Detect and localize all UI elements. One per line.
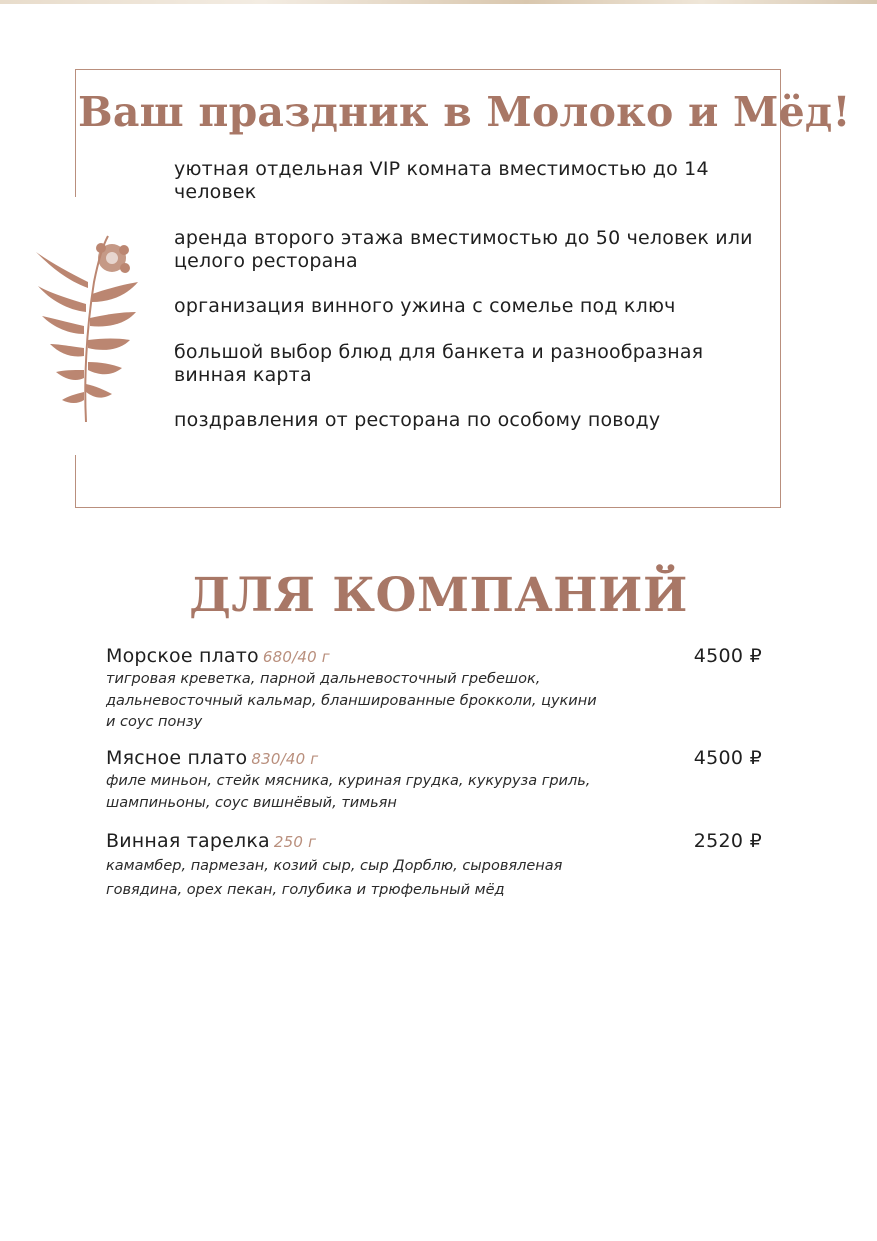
item-weight: 250 г [273,833,317,851]
promo-item: большой выбор блюд для банкета и разнообразная винная карта [174,341,704,386]
item-description: камамбер, пармезан, козий сыр, сыр Дорблю, сыровяленая говядина, орех пекан, голубика и трюфельный мёд [106,858,563,898]
promo-item: уютная отдельная VIP комната вместимостью до 14 человек [174,158,709,203]
item-name: Морское плато [106,645,259,667]
item-name-line [106,644,762,669]
section-title: ДЛЯ КОМПАНИЙ [189,568,688,623]
menu-item-meat [106,746,762,814]
promo-item: аренда второго этажа вместимостью до 50 человек или целого ресторана [174,227,753,272]
item-weight: 830/40 г [251,750,319,768]
promo-item: организация винного ужина с сомелье под ключ [174,295,676,317]
promo-title: Ваш праздник в Молоко и Мёд! [78,88,851,136]
item-description: тигровая креветка, парной дальневосточный гребешок, дальневосточный кальмар, бланшированные брокколи, цукини и соус понзу [106,671,597,730]
item-price: 2520 ₽ [693,830,762,852]
item-description: филе миньон, стейк мясника, куриная грудка, кукуруза гриль, шампиньоны, соус вишнёвый, тимьян [106,773,591,811]
item-name-line [106,829,762,854]
menu-item-seafood [106,644,762,734]
item-name: Винная тарелка [106,830,270,852]
item-weight: 680/40 г [262,648,330,666]
promo-item: поздравления от ресторана по особому поводу [174,409,661,431]
leaf-print-icon [28,222,146,422]
menu-item-wine-plate [106,829,762,902]
top-decor-strip [0,0,877,4]
item-name: Мясное плато [106,747,248,769]
item-price: 4500 ₽ [693,747,762,769]
item-price: 4500 ₽ [693,645,762,667]
item-name-line [106,746,762,771]
